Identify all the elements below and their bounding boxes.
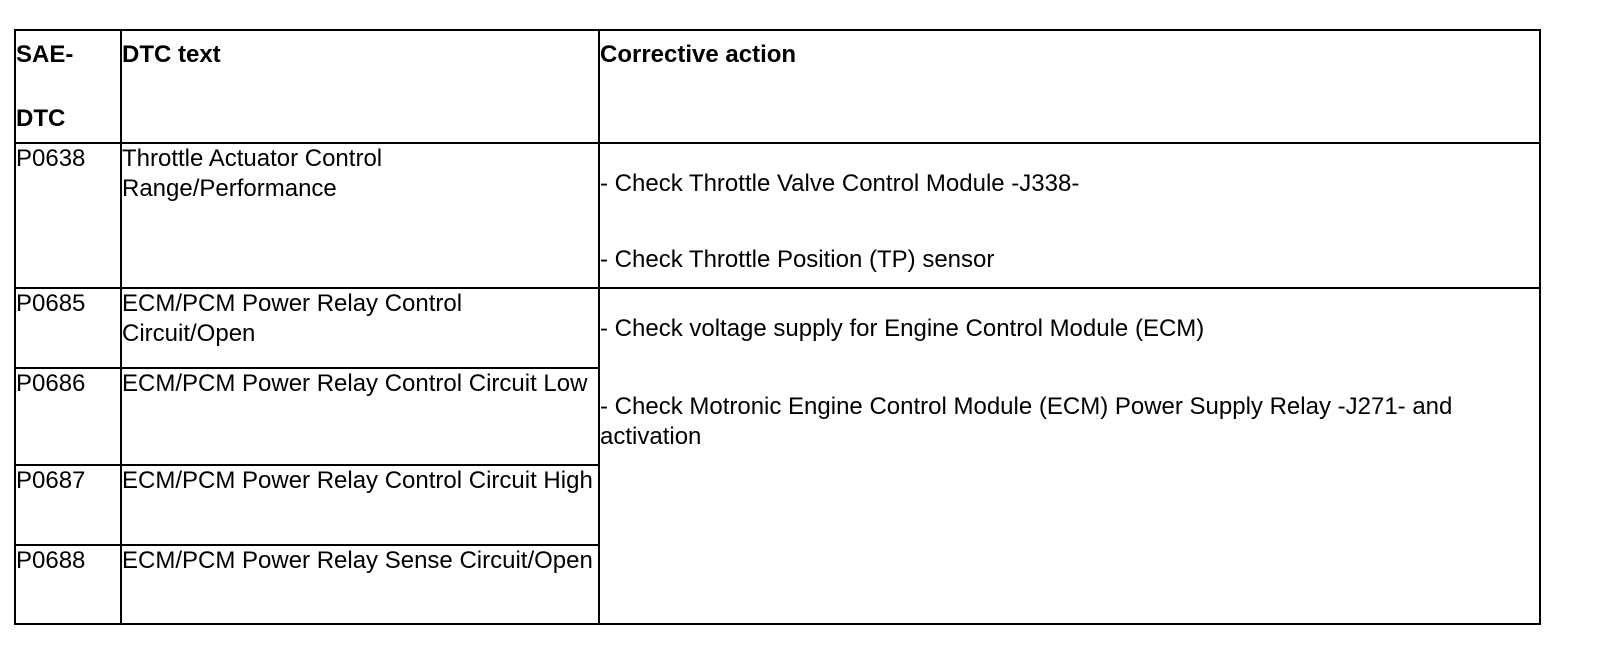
header-corrective-action-label: Corrective action — [600, 41, 797, 68]
dtc-code-cell: P0688 — [15, 545, 121, 624]
dtc-code-cell: P0685 — [15, 288, 121, 368]
corrective-action-cell — [599, 143, 1540, 288]
header-sae-dtc — [15, 30, 121, 143]
dtc-code-cell: P0638 — [15, 143, 121, 288]
dtc-text-cell: ECM/PCM Power Relay Control Circuit Low — [121, 368, 599, 465]
corrective-action-line: - Check Throttle Position (TP) sensor — [600, 246, 995, 273]
header-corrective-action — [599, 30, 1540, 143]
header-dtc-text — [121, 30, 599, 143]
header-sae-dtc-line1: SAE- — [16, 41, 74, 68]
corrective-action-line: - Check Motronic Engine Control Module (ECM) Power Supply Relay -J271- and activation — [600, 393, 1453, 450]
table-row — [15, 288, 1540, 368]
header-row — [15, 30, 1540, 143]
header-dtc-text-label: DTC text — [122, 41, 221, 68]
corrective-action-line: - Check Throttle Valve Control Module -J338- — [600, 170, 1080, 197]
dtc-code-cell: P0686 — [15, 368, 121, 465]
dtc-text-cell: Throttle Actuator Control Range/Performance — [121, 143, 599, 288]
header-sae-dtc-line2: DTC — [16, 105, 66, 132]
table-row — [15, 143, 1540, 288]
dtc-text-cell: ECM/PCM Power Relay Control Circuit/Open — [121, 288, 599, 368]
dtc-text-cell: ECM/PCM Power Relay Sense Circuit/Open — [121, 545, 599, 624]
corrective-action-line: - Check voltage supply for Engine Control Module (ECM) — [600, 315, 1205, 342]
dtc-table — [14, 29, 1541, 625]
dtc-text-cell: ECM/PCM Power Relay Control Circuit High — [121, 465, 599, 545]
dtc-code-cell: P0687 — [15, 465, 121, 545]
corrective-action-cell — [599, 288, 1540, 624]
